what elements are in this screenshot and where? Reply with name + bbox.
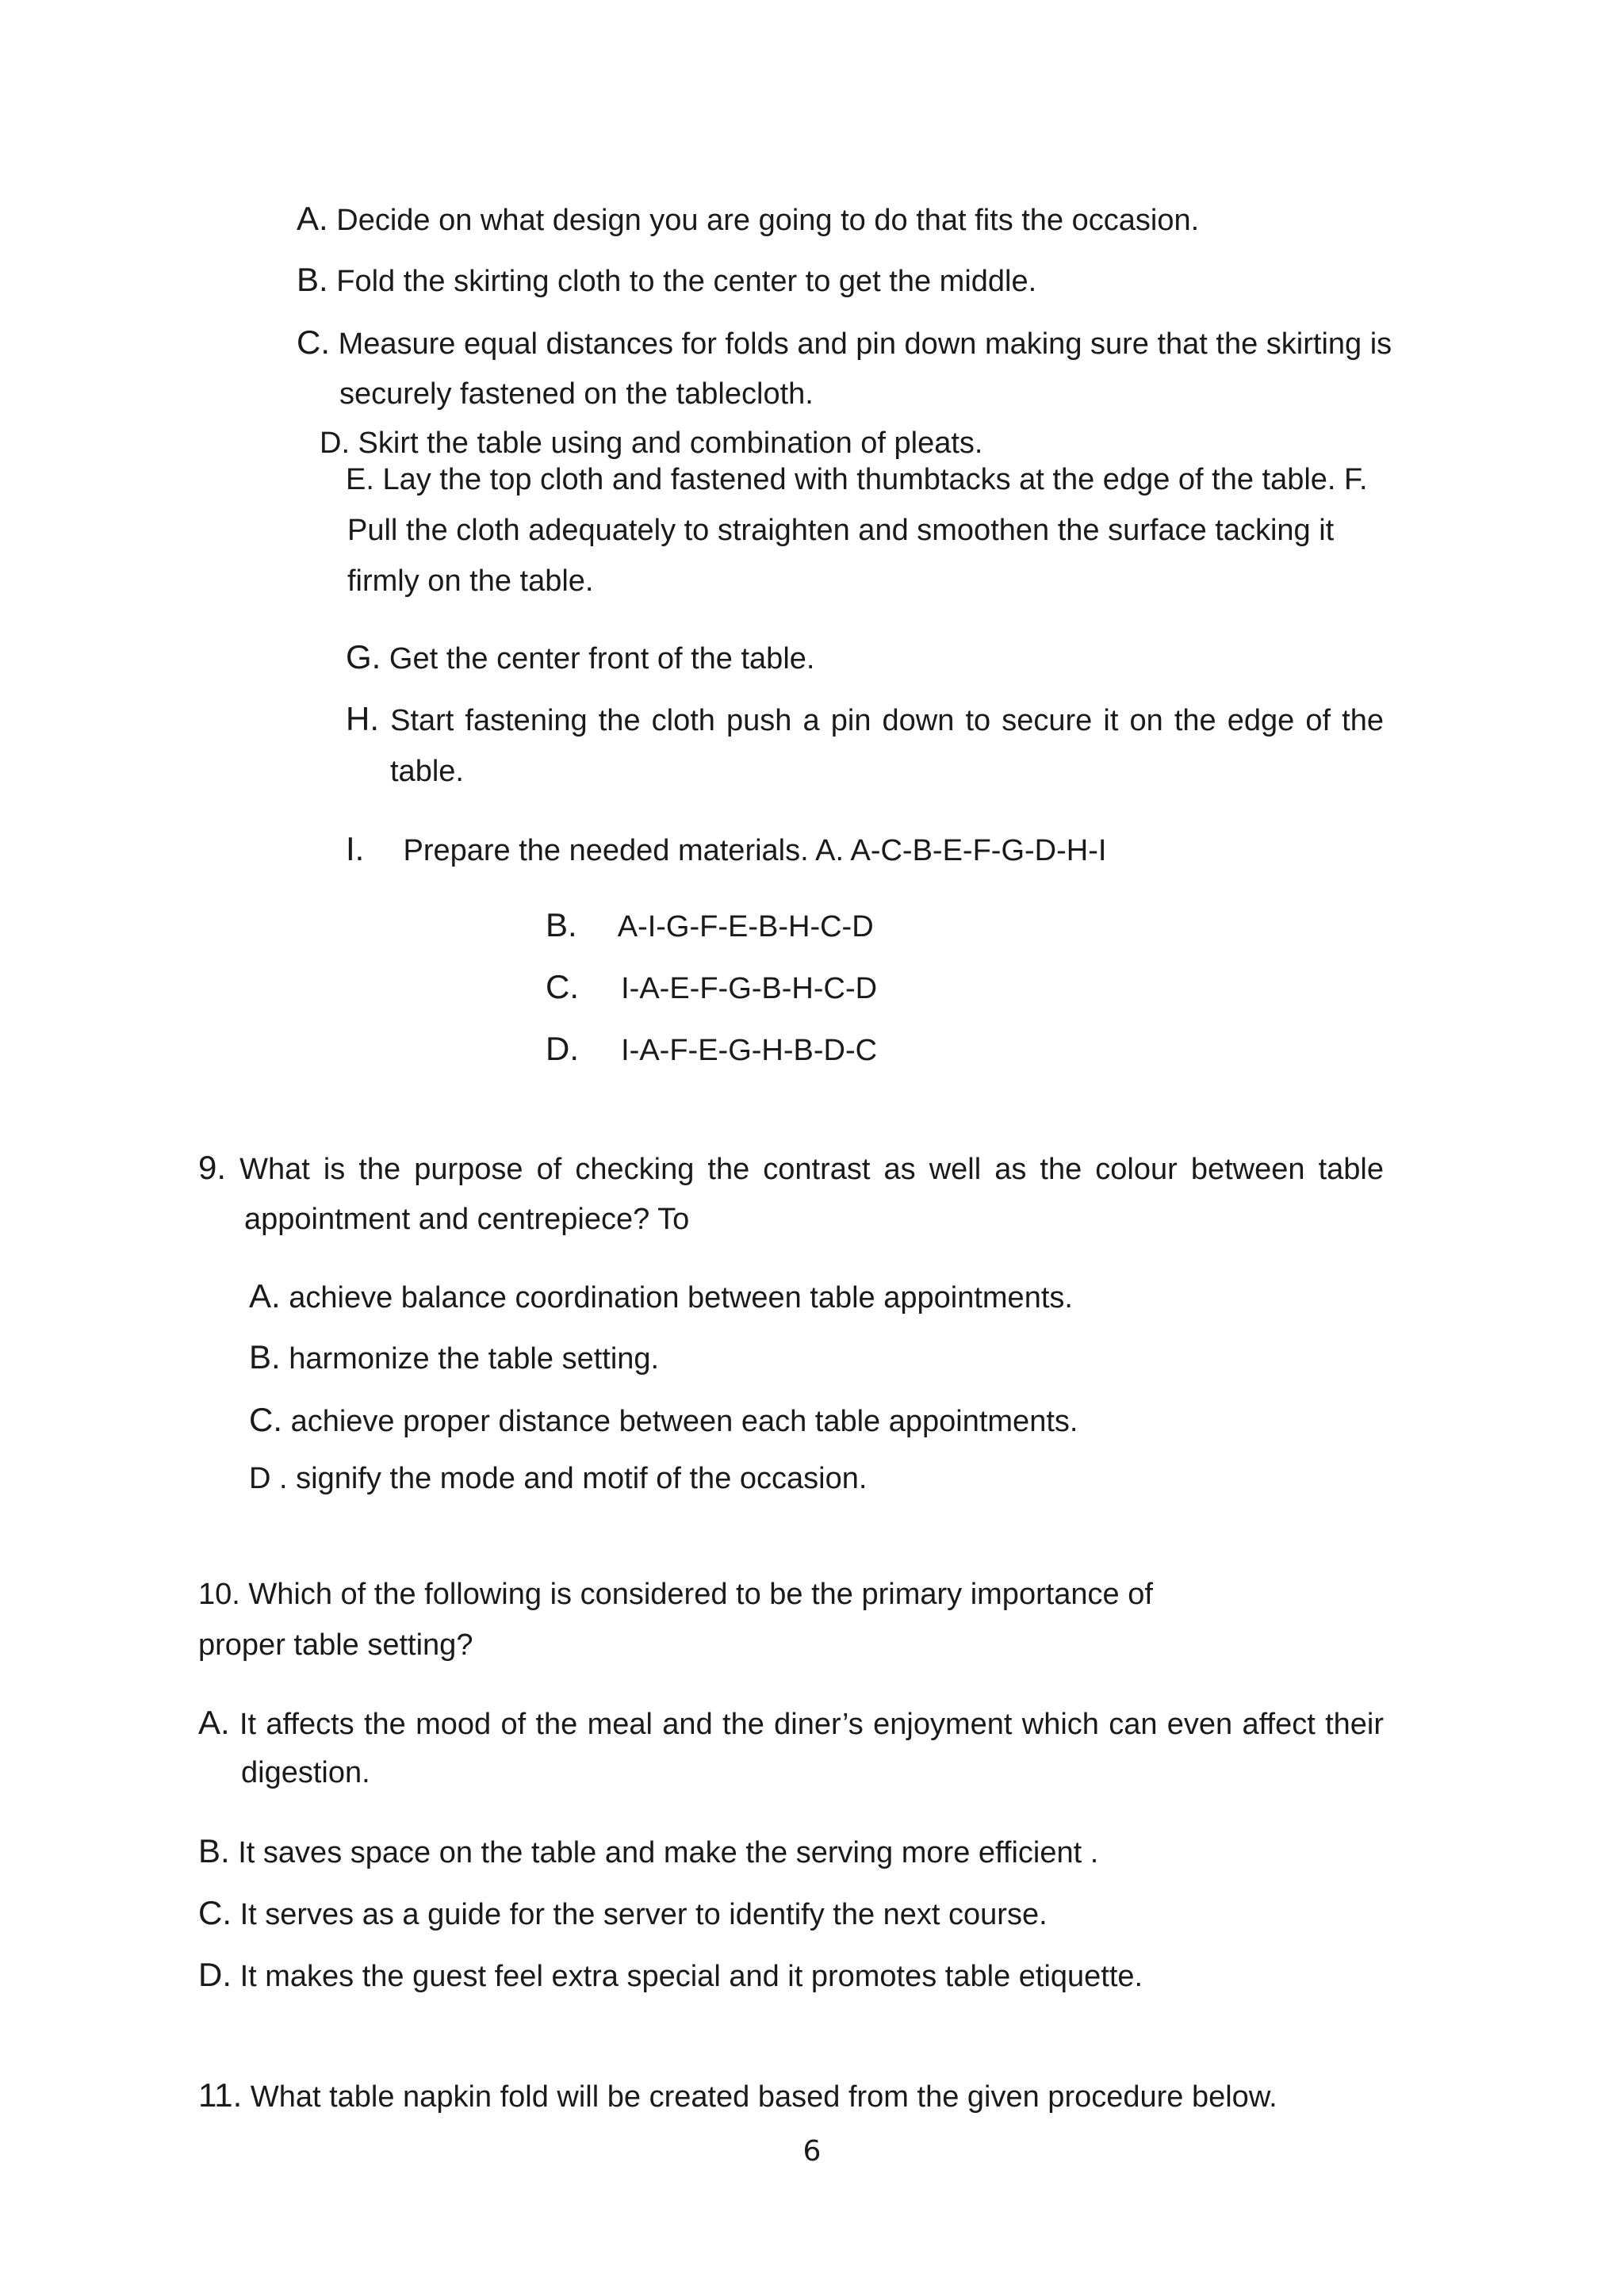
- q8-choice-c: [546, 970, 877, 1004]
- choice-letter: B.: [249, 1338, 281, 1376]
- q10-choice-d: [198, 1958, 1143, 1992]
- q10-choice-a: [198, 1706, 1384, 1739]
- q9-choice-c: [249, 1403, 1078, 1437]
- step-e: E. Lay the top cloth and fastened with thumbtacks at the edge of the table. F.: [346, 463, 1368, 496]
- choice-text: It serves as a guide for the server to identify the next course.: [239, 1898, 1048, 1931]
- step-letter: I.: [346, 830, 365, 867]
- choice-letter: D.: [198, 1956, 232, 1993]
- choice-letter: A.: [198, 1704, 230, 1741]
- choice-letter: C.: [249, 1401, 282, 1438]
- step-text: Start fastening the cloth push a pin down to secure it on the edge of the: [390, 704, 1384, 737]
- question-number: 9.: [198, 1149, 227, 1186]
- choice-text: I-A-F-E-G-H-B-D-C: [621, 1034, 878, 1067]
- step-text: Prepare the needed materials. A. A-C-B-E-F-G-D-H-I: [403, 834, 1107, 867]
- step-d: D. Skirt the table using and combination of pleats.: [320, 427, 983, 460]
- q9-question: [198, 1151, 1384, 1184]
- q10-choice-c: [198, 1896, 1048, 1930]
- choice-letter: C.: [546, 968, 579, 1005]
- step-e-continuation-2: firmly on the table.: [347, 564, 594, 598]
- q10-choice-a-continuation: digestion.: [241, 1756, 370, 1789]
- q9-choice-b: [249, 1338, 660, 1376]
- step-h: [346, 702, 1384, 736]
- page-number: 6: [802, 2135, 822, 2168]
- choice-text: I-A-E-F-G-B-H-C-D: [621, 972, 878, 1005]
- q9-choice-a: [249, 1277, 1073, 1314]
- q11-question: [198, 2076, 1277, 2114]
- choice-text: achieve balance coordination between table appointments.: [289, 1281, 1073, 1314]
- choice-text: signify the mode and motif of the occasion.: [296, 1462, 868, 1495]
- q8-choice-b: [546, 906, 874, 943]
- question-text: What table napkin fold will be created based from the given procedure below.: [250, 2080, 1277, 2114]
- step-c-continuation: securely fastened on the tablecloth.: [339, 377, 814, 411]
- step-a: [297, 202, 1199, 235]
- step-letter: G.: [346, 638, 381, 675]
- choice-text: It makes the guest feel extra special and it promotes table etiquette.: [239, 1960, 1143, 1993]
- step-b: [297, 263, 1036, 297]
- step-letter: C.: [297, 323, 330, 361]
- choice-text: A-I-G-F-E-B-H-C-D: [617, 910, 874, 943]
- choice-letter: B.: [198, 1832, 230, 1869]
- choice-letter: C.: [198, 1894, 232, 1931]
- choice-text: It affects the mood of the meal and the diner’s enjoyment which can even affect their: [239, 1708, 1384, 1741]
- choice-letter: A.: [249, 1277, 281, 1314]
- step-letter: H.: [346, 700, 379, 737]
- q9-question-continuation: appointment and centrepiece? To: [244, 1203, 690, 1236]
- step-i: [346, 832, 1106, 866]
- choice-letter: B.: [546, 906, 577, 943]
- step-text: Fold the skirting cloth to the center to get the middle.: [336, 265, 1037, 298]
- q10-choice-b: [198, 1832, 1099, 1869]
- step-c: [297, 323, 1392, 361]
- step-letter: A.: [297, 200, 328, 237]
- choice-text: It saves space on the table and make the serving more efficient .: [238, 1836, 1099, 1869]
- question-text: What is the purpose of checking the contrast as well as the colour between table: [239, 1153, 1384, 1186]
- step-text: Decide on what design you are going to do that fits the occasion.: [336, 204, 1200, 237]
- step-e-continuation-1: Pull the cloth adequately to straighten and smoothen the surface tacking it: [347, 514, 1335, 547]
- q10-question: 10. Which of the following is considered to be the primary importance of: [198, 1578, 1153, 1611]
- step-text: Get the center front of the table.: [389, 642, 815, 675]
- question-number: 11.: [198, 2076, 243, 2114]
- step-letter: B.: [297, 261, 328, 298]
- q10-question-continuation: proper table setting?: [198, 1628, 473, 1662]
- q9-choice-d: [249, 1464, 867, 1494]
- step-h-continuation: table.: [390, 755, 464, 788]
- step-g: [346, 638, 815, 675]
- choice-text: harmonize the table setting.: [289, 1342, 660, 1376]
- choice-text: achieve proper distance between each table appointments.: [290, 1405, 1078, 1438]
- choice-letter: D .: [249, 1462, 288, 1495]
- q8-choice-d: [546, 1032, 877, 1066]
- choice-letter: D.: [546, 1030, 579, 1067]
- step-text: Measure equal distances for folds and pin down making sure that the skirting is: [338, 327, 1392, 361]
